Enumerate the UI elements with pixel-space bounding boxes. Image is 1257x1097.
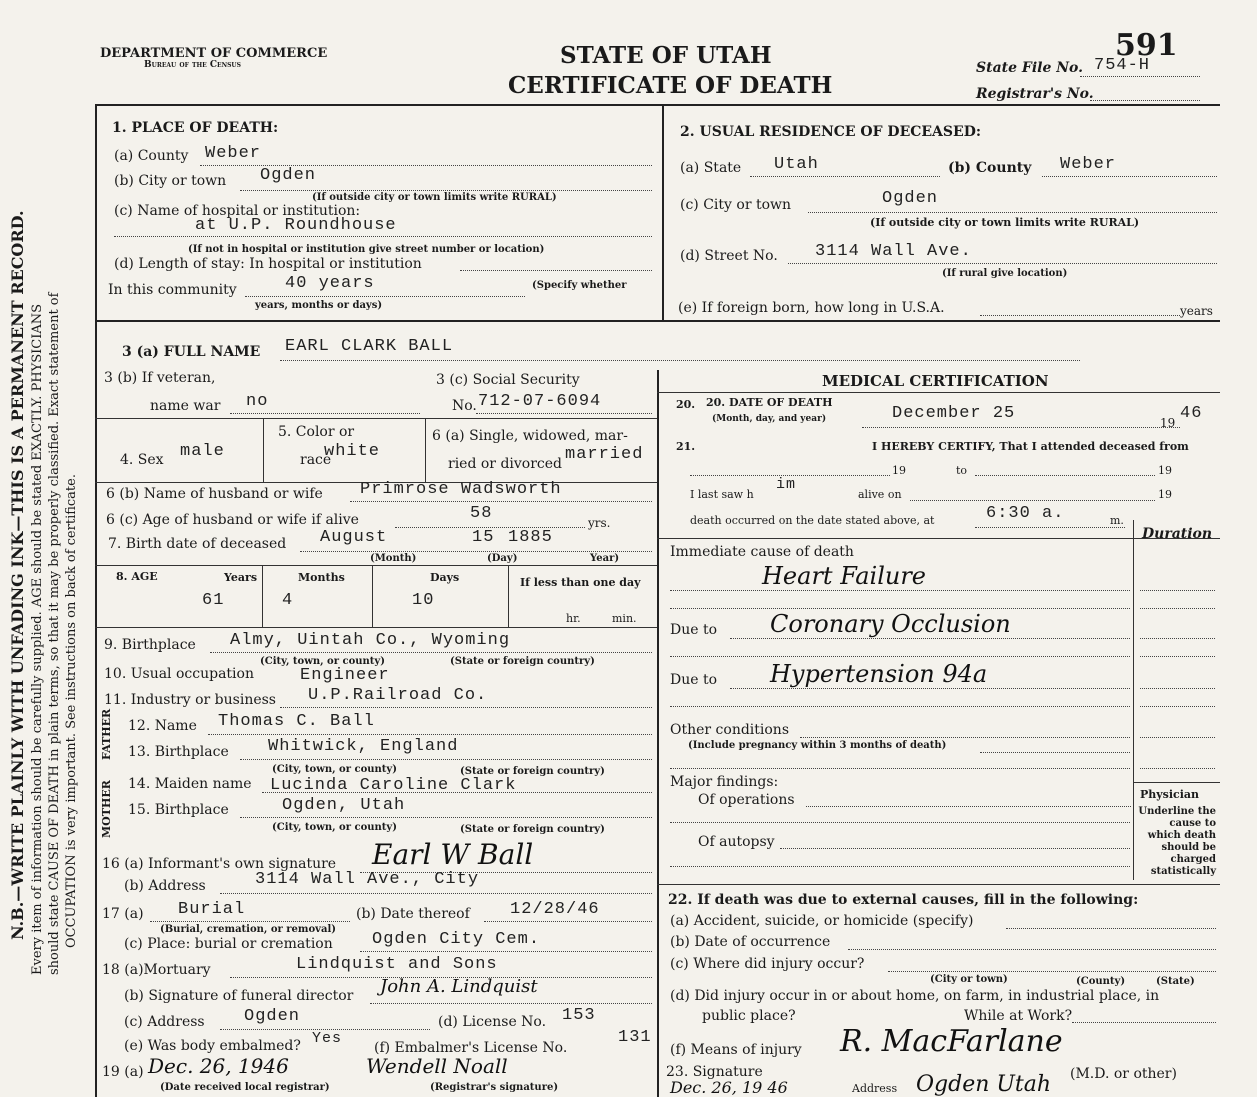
city-label: (b) City or town: [114, 173, 227, 189]
residence-county-label: (b) County: [948, 160, 1032, 176]
immediate-cause-value: Heart Failure: [762, 562, 927, 590]
birth-month-caption: (Month): [370, 553, 417, 564]
mother-bp-note-2: (State or foreign country): [460, 824, 605, 835]
bureau-label: Bureau of the Census: [144, 60, 241, 70]
disposition-value: Burial: [178, 900, 246, 919]
funeral-director-signature: John A. Lindquist: [380, 976, 538, 997]
major-findings-label: Major findings:: [670, 774, 779, 790]
item-21-number: 21.: [676, 440, 696, 453]
due-to-value-1: Coronary Occlusion: [770, 610, 1011, 638]
date-of-death-year: 46: [1180, 404, 1203, 423]
date-of-death-note: (Month, day, and year): [712, 414, 827, 424]
means-of-injury-label: (f) Means of injury: [670, 1042, 802, 1058]
age-label: 8. AGE: [116, 570, 158, 583]
other-conditions-label: Other conditions: [670, 722, 790, 738]
md-or-other-label: (M.D. or other): [1070, 1066, 1177, 1082]
length-of-stay-label: (d) Length of stay: In hospital or institution: [114, 256, 422, 272]
street-label: (d) Street No.: [680, 248, 778, 264]
birthplace-note-1: (City, town, or county): [260, 656, 385, 667]
of-autopsy-label: Of autopsy: [698, 834, 775, 850]
certify-from-year: 19: [892, 464, 906, 477]
item-20-number: 20.: [676, 398, 696, 411]
immediate-cause-label: Immediate cause of death: [670, 544, 854, 560]
mother-maiden-value: Lucinda Caroline Clark: [270, 776, 517, 795]
registrar-number-label: Registrar's No.: [976, 86, 1094, 102]
funeral-director-address-value: Ogden: [244, 1007, 301, 1026]
other-conditions-note: (Include pregnancy within 3 months of death): [688, 740, 947, 751]
embalmer-license-label: (f) Embalmer's License No.: [374, 1040, 568, 1056]
father-name-label: 12. Name: [128, 718, 197, 734]
father-bp-note-2: (State or foreign country): [460, 766, 605, 777]
age-years-header: Years: [224, 571, 258, 584]
physician-address-label: Address: [852, 1082, 898, 1095]
social-security-value: 712-07-6094: [478, 392, 602, 411]
margin-instruction-2: Every item of information should be carefully supplied. AGE should be stated EXACTLY. PHYSICIANS: [30, 303, 45, 975]
license-label: (d) License No.: [438, 1014, 547, 1030]
residence-city-label: (c) City or town: [680, 197, 792, 213]
signature-date: Dec. 26, 19 46: [670, 1078, 788, 1097]
embalmed-label: (e) Was body embalmed?: [124, 1038, 301, 1054]
physician-underline-note: Underline the cause to which death should be charged statistically: [1138, 806, 1216, 877]
birth-day-value: 15: [472, 528, 495, 547]
death-time-meridiem: m.: [1110, 514, 1124, 527]
war-value: no: [246, 392, 269, 411]
margin-instruction-1: N.B.—WRITE PLAINLY WITH UNFADING INK—THIS IS A PERMANENT RECORD.: [8, 210, 27, 940]
due-to-value-2: Hypertension 94a: [770, 660, 988, 688]
injury-state-note: (State): [1156, 976, 1195, 987]
father-bp-note-1: (City, town, or county): [272, 764, 397, 775]
hospital-label: (c) Name of hospital or institution:: [114, 203, 361, 219]
injury-location-label: (d) Did injury occur in or about home, on farm, in industrial place, in: [670, 988, 1160, 1004]
industry-value: U.P.Railroad Co.: [308, 686, 488, 705]
date-of-death-label: 20. DATE OF DEATH: [706, 396, 833, 409]
certify-statement: I HEREBY CERTIFY, That I attended deceased from: [872, 440, 1189, 453]
social-security-label: 3 (c) Social Security: [436, 372, 580, 388]
last-saw-value: im: [776, 476, 797, 493]
sex-value: male: [180, 442, 225, 461]
specify-note-2: years, months or days): [255, 300, 383, 311]
spouse-age-yrs: yrs.: [588, 516, 611, 530]
father-side-label: FATHER: [100, 708, 113, 760]
funeral-director-signature-label: (b) Signature of funeral director: [124, 988, 354, 1004]
foreign-born-label: (e) If foreign born, how long in U.S.A.: [678, 300, 945, 316]
birthplace-label: 9. Birthplace: [104, 637, 196, 653]
margin-instruction-4: OCCUPATION is very important. See instructions on back of certificate.: [64, 474, 79, 948]
date-thereof-label: (b) Date thereof: [356, 906, 470, 922]
birth-day-caption: (Day): [487, 553, 518, 564]
department-label: DEPARTMENT OF COMMERCE: [100, 46, 328, 61]
spouse-label: 6 (b) Name of husband or wife: [106, 486, 323, 502]
birthplace-note-2: (State or foreign country): [450, 656, 595, 667]
mother-birthplace-label: 15. Birthplace: [128, 802, 229, 818]
embalmed-value: Yes: [312, 1030, 343, 1047]
birthplace-value: Almy, Uintah Co., Wyoming: [230, 631, 511, 650]
age-years-value: 61: [202, 591, 225, 610]
age-min-label: min.: [612, 612, 637, 625]
disposition-label: 17 (a): [102, 906, 144, 922]
street-note: (If rural give location): [942, 268, 1068, 279]
mother-side-label: MOTHER: [100, 780, 113, 838]
while-at-work-label: While at Work?: [964, 1008, 1073, 1024]
marital-status-label: 6 (a) Single, widowed, mar-: [432, 428, 628, 444]
date-of-death-year-prefix: 19: [1160, 416, 1176, 430]
foreign-years-label: years: [1180, 304, 1213, 318]
informant-label: 16 (a) Informant's own signature: [102, 856, 337, 872]
birth-year-value: 1885: [508, 528, 553, 547]
informant-address-label: (b) Address: [124, 878, 206, 894]
spouse-age-value: 58: [470, 504, 493, 523]
race-label: race: [300, 452, 332, 468]
mother-maiden-label: 14. Maiden name: [128, 776, 252, 792]
alive-on-year: 19: [1158, 488, 1172, 501]
occupation-value: Engineer: [300, 666, 390, 685]
full-name-label: 3 (a) FULL NAME: [122, 344, 261, 360]
residence-heading: 2. USUAL RESIDENCE OF DECEASED:: [680, 124, 982, 140]
social-security-no-label: No.: [452, 398, 477, 414]
mortuary-value: Lindquist and Sons: [296, 955, 498, 974]
funeral-director-address-label: (c) Address: [124, 1014, 205, 1030]
specify-note: (Specify whether: [532, 280, 627, 291]
full-name-value: EARL CLARK BALL: [285, 337, 454, 356]
age-days-value: 10: [412, 591, 435, 610]
form-title-certificate: CERTIFICATE OF DEATH: [508, 72, 833, 99]
license-value: 153: [562, 1006, 596, 1025]
residence-county-value: Weber: [1060, 155, 1117, 174]
registrar-signature-note: (Registrar's signature): [430, 1082, 559, 1093]
duration-header: Duration: [1142, 526, 1213, 542]
state-file-number: 754-H: [1094, 56, 1151, 75]
accident-label: (a) Accident, suicide, or homicide (specify): [670, 913, 974, 929]
hospital-note: (If not in hospital or institution give street number or location): [188, 244, 545, 255]
due-to-label-1: Due to: [670, 622, 718, 638]
war-label: name war: [150, 398, 221, 414]
spouse-value: Primrose Wadsworth: [360, 480, 562, 499]
date-of-death-value: December 25: [892, 404, 1016, 423]
marital-status-value: married: [565, 445, 644, 464]
occupation-label: 10. Usual occupation: [104, 666, 254, 682]
date-received-note: (Date received local registrar): [160, 1082, 330, 1093]
injury-county-note: (County): [1076, 976, 1126, 987]
disposition-note: (Burial, cremation, or removal): [160, 924, 336, 935]
birth-year-caption: Year): [590, 553, 620, 564]
community-value: 40 years: [285, 274, 375, 293]
age-months-header: Months: [298, 571, 345, 584]
injury-city-note: (City or town): [930, 974, 1008, 985]
date-thereof-value: 12/28/46: [510, 900, 600, 919]
external-causes-heading: 22. If death was due to external causes, fill in the following:: [668, 892, 1139, 908]
where-injury-label: (c) Where did injury occur?: [670, 956, 865, 972]
form-title-state: STATE OF UTAH: [560, 42, 772, 69]
physician-signature: R. MacFarlane: [840, 1024, 1063, 1059]
age-less-than-day-header: If less than one day: [520, 576, 641, 589]
medical-certification-heading: MEDICAL CERTIFICATION: [822, 372, 1049, 390]
informant-address-value: 3114 Wall Ave., City: [255, 870, 480, 889]
certify-to-label: to: [956, 464, 968, 477]
residence-city-value: Ogden: [882, 189, 939, 208]
color-race-label: 5. Color or: [278, 424, 355, 440]
age-days-header: Days: [430, 571, 460, 584]
age-hr-label: hr.: [566, 612, 581, 625]
street-value: 3114 Wall Ave.: [815, 242, 972, 261]
industry-label: 11. Industry or business: [104, 692, 276, 708]
father-birthplace-label: 13. Birthplace: [128, 744, 229, 760]
registrar-signature: Wendell Noall: [366, 1054, 508, 1078]
mortuary-label: 18 (a)Mortuary: [102, 962, 211, 978]
death-county-value: Weber: [205, 144, 262, 163]
burial-place-value: Ogden City Cem.: [372, 930, 541, 949]
certify-to-year: 19: [1158, 464, 1172, 477]
sex-label: 4. Sex: [120, 452, 164, 468]
alive-on-label: alive on: [858, 488, 902, 501]
public-place-label: public place?: [702, 1008, 796, 1024]
hospital-value: at U.P. Roundhouse: [195, 216, 397, 235]
physician-box-label: Physician: [1140, 788, 1200, 801]
due-to-label-2: Due to: [670, 672, 718, 688]
death-city-value: Ogden: [260, 166, 317, 185]
date-received-label: 19 (a): [102, 1064, 144, 1080]
mother-birthplace-value: Ogden, Utah: [282, 796, 406, 815]
county-label: (a) County: [114, 148, 189, 164]
race-value: white: [324, 442, 381, 461]
date-received-value: Dec. 26, 1946: [148, 1054, 289, 1078]
signature-label: 23. Signature: [666, 1064, 763, 1080]
veteran-label: 3 (b) If veteran,: [104, 370, 216, 386]
burial-place-label: (c) Place: burial or cremation: [124, 936, 333, 952]
date-of-occurrence-label: (b) Date of occurrence: [670, 934, 831, 950]
father-name-value: Thomas C. Ball: [218, 712, 375, 731]
death-occurred-label: death occurred on the date stated above, at: [690, 514, 935, 527]
physician-address: Ogden Utah: [916, 1072, 1052, 1097]
death-time-value: 6:30 a.: [986, 504, 1065, 523]
birth-date-label: 7. Birth date of deceased: [108, 536, 287, 552]
informant-signature: Earl W Ball: [372, 838, 534, 871]
city-note: (If outside city or town limits write RURAL): [312, 192, 557, 203]
marital-status-label-2: ried or divorced: [448, 456, 562, 472]
residence-state-value: Utah: [774, 155, 819, 174]
residence-state-label: (a) State: [680, 160, 742, 176]
birth-month-value: August: [320, 528, 388, 547]
age-months-value: 4: [282, 591, 294, 610]
spouse-age-label: 6 (c) Age of husband or wife if alive: [106, 512, 359, 528]
mother-bp-note-1: (City, town, or county): [272, 822, 397, 833]
embalmer-license-value: 131: [618, 1028, 652, 1047]
place-of-death-heading: 1. PLACE OF DEATH:: [112, 120, 279, 136]
of-operations-label: Of operations: [698, 792, 795, 808]
father-birthplace-value: Whitwick, England: [268, 737, 459, 756]
residence-city-note: (If outside city or town limits write RURAL): [870, 216, 1140, 229]
community-label: In this community: [108, 282, 237, 298]
state-file-label: State File No.: [976, 60, 1084, 76]
stamped-file-number: 591: [1115, 28, 1178, 63]
last-saw-label: I last saw h: [690, 488, 754, 501]
margin-instruction-3: should state CAUSE OF DEATH in plain terms, so that it may be properly classified. Exact statement of: [47, 292, 62, 975]
